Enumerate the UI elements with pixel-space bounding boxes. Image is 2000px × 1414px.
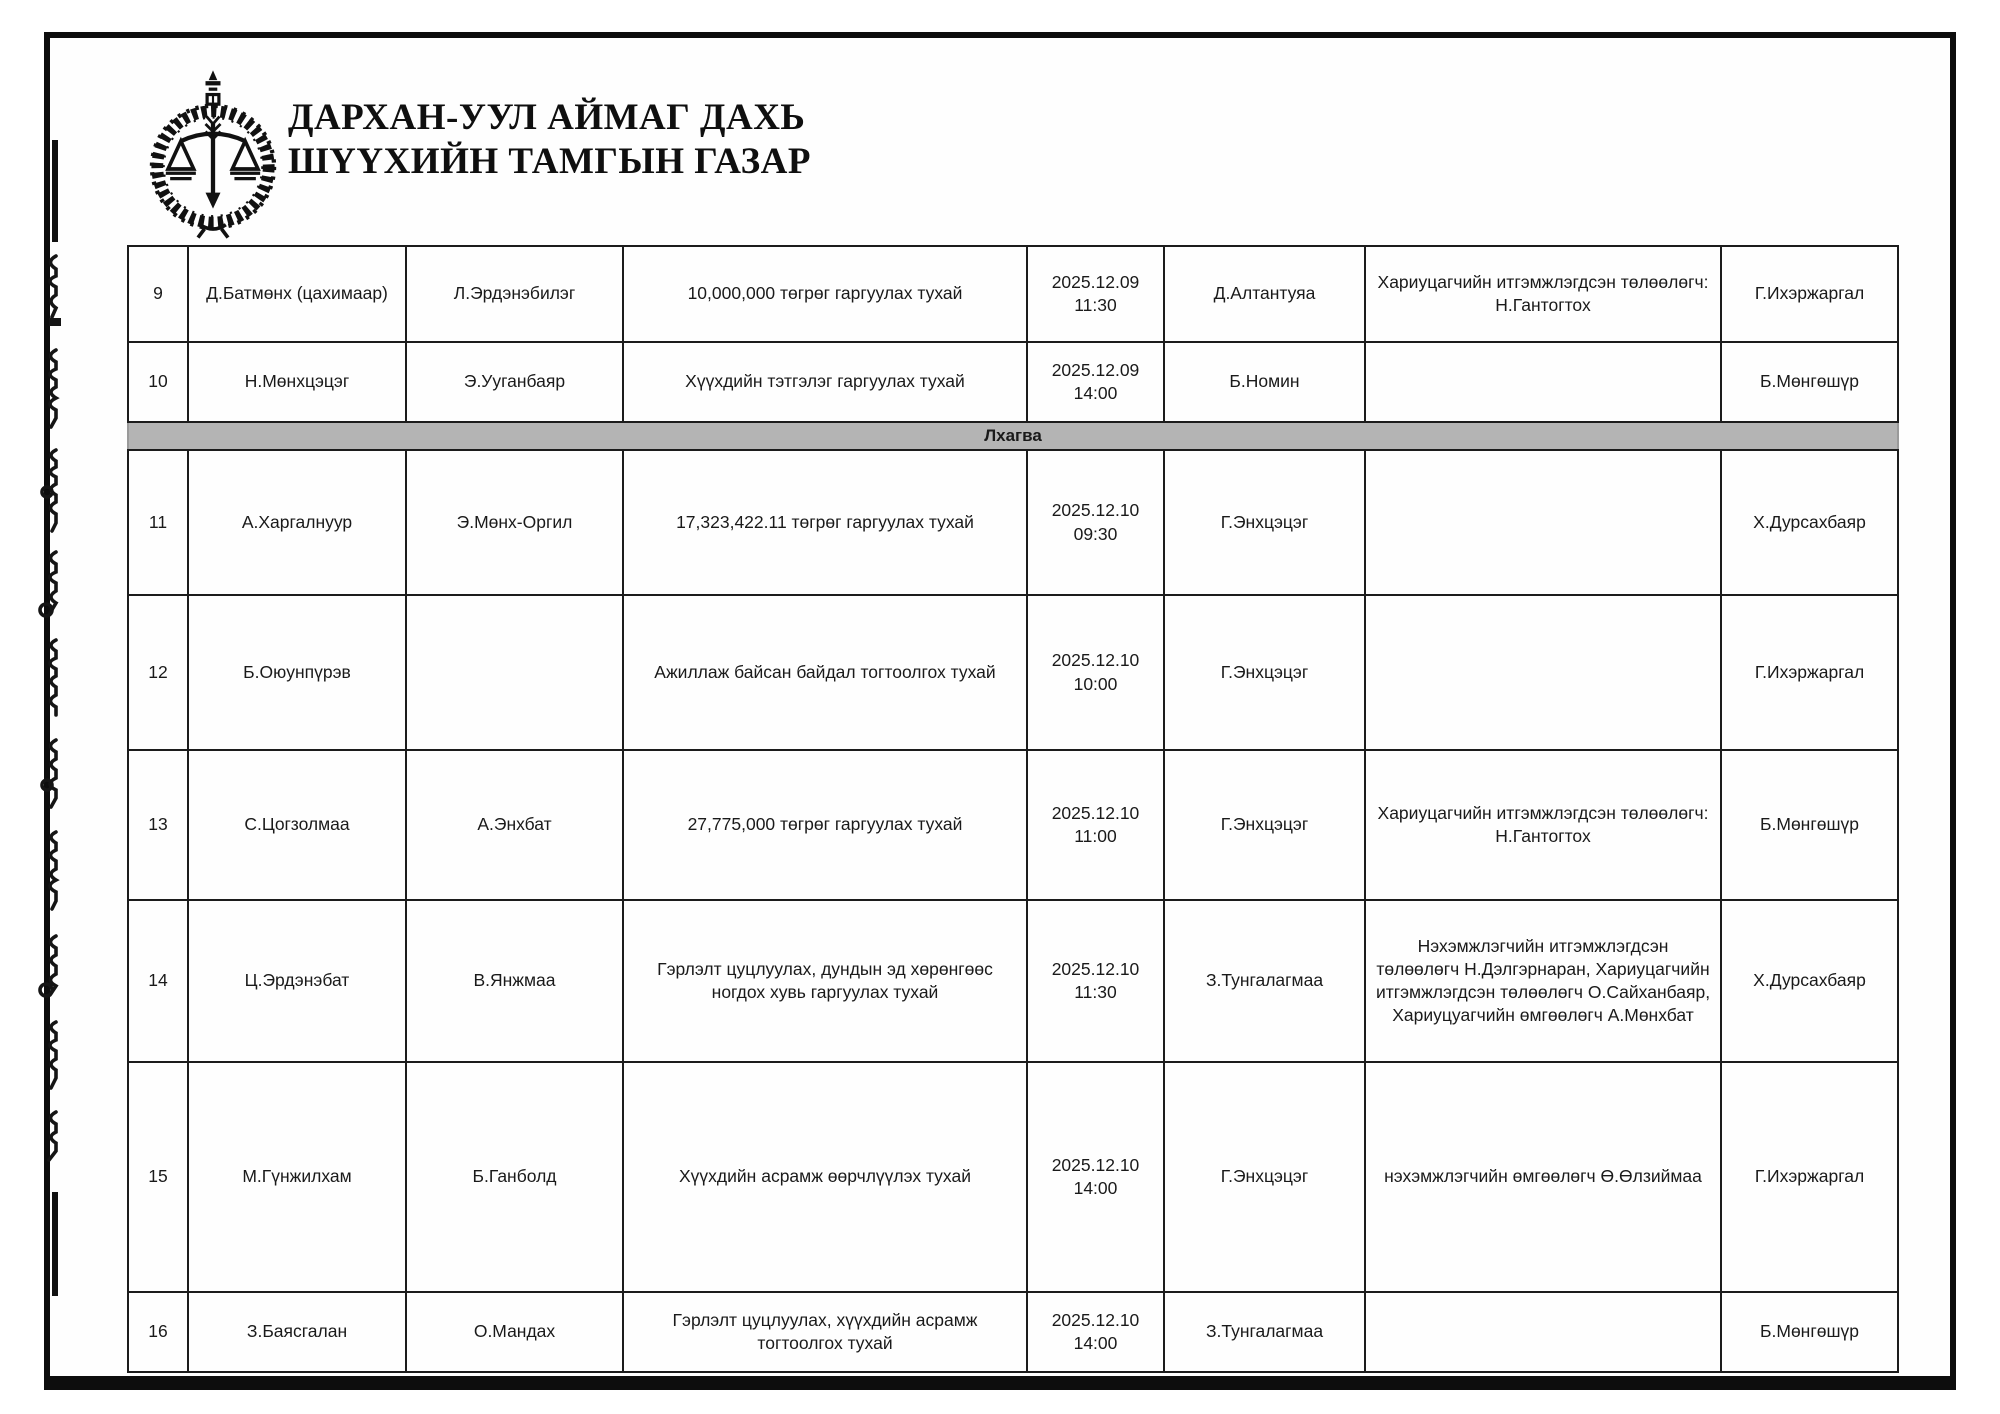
org-name-line1: ДАРХАН-УУЛ АЙМАГ ДАХЬ [288,97,806,138]
day-banner-row [128,422,1898,450]
table-row [128,1292,1898,1372]
cell-judge: Д.Алтантуяа [1164,246,1365,342]
cell-secretary: Б.Мөнгөшүр [1721,1292,1898,1372]
table-row [128,1062,1898,1292]
table-row [128,246,1898,342]
cell-secretary: Г.Ихэржаргал [1721,246,1898,342]
cell-subject: 10,000,000 төгрөг гаргуулах тухай [623,246,1027,342]
cell-judge: Г.Энхцэцэг [1164,450,1365,595]
day-banner-label: Лхагва [128,422,1898,450]
case-table-body [128,246,1898,1372]
hearing-schedule-table [127,245,1899,1373]
table-row [128,900,1898,1062]
cell-datetime: 2025.12.10 09:30 [1027,450,1164,595]
cell-plaintiff: С.Цогзолмаа [188,750,406,900]
mongolian-script-glyphs [32,140,78,1310]
cell-secretary: Г.Ихэржаргал [1721,1062,1898,1292]
cell-plaintiff: М.Гүнжилхам [188,1062,406,1292]
cell-datetime: 2025.12.10 11:00 [1027,750,1164,900]
cell-defendant: Э.Ууганбаяр [406,342,623,422]
cell-no: 13 [128,750,188,900]
cell-representatives [1365,450,1721,595]
cell-subject: Хүүхдийн тэтгэлэг гаргуулах тухай [623,342,1027,422]
cell-representatives: Нэхэмжлэгчийн итгэмжлэгдсэн төлөөлөгч Н.Дэлгэрнаран, Хариуцагчийн итгэмжлэгдсэн төлөөлөгч О.Сайханбаяр, Хариуцуагчийн өмгөөлөгч А.Мөнхбат [1365,900,1721,1062]
cell-plaintiff: Н.Мөнхцэцэг [188,342,406,422]
cell-representatives: Хариуцагчийн итгэмжлэгдсэн төлөөлөгч: Н.Гантогтох [1365,246,1721,342]
cell-judge: З.Тунгалагмаа [1164,1292,1365,1372]
table-row [128,595,1898,750]
org-name [288,96,1048,183]
cell-plaintiff: Ц.Эрдэнэбат [188,900,406,1062]
cell-datetime: 2025.12.10 14:00 [1027,1292,1164,1372]
cell-subject: 17,323,422.11 төгрөг гаргуулах тухай [623,450,1027,595]
cell-no: 11 [128,450,188,595]
cell-no: 15 [128,1062,188,1292]
cell-secretary: Б.Мөнгөшүр [1721,750,1898,900]
cell-defendant: Б.Ганболд [406,1062,623,1292]
cell-plaintiff: З.Баясгалан [188,1292,406,1372]
cell-datetime: 2025.12.10 14:00 [1027,1062,1164,1292]
cell-subject: Ажиллаж байсан байдал тогтоолгох тухай [623,595,1027,750]
cell-representatives: нэхэмжлэгчийн өмгөөлөгч Ө.Өлзиймаа [1365,1062,1721,1292]
mongolian-script-side-text [32,140,78,1310]
cell-no: 10 [128,342,188,422]
org-name-line2: ШҮҮХИЙН ТАМГЫН ГАЗАР [288,140,811,182]
cell-no: 14 [128,900,188,1062]
cell-secretary: Х.Дурсахбаяр [1721,900,1898,1062]
cell-representatives [1365,595,1721,750]
cell-secretary: Б.Мөнгөшүр [1721,342,1898,422]
cell-subject: Гэрлэлт цуцлуулах, хүүхдийн асрамж тогтоолгох тухай [623,1292,1027,1372]
cell-judge: З.Тунгалагмаа [1164,900,1365,1062]
cell-defendant: А.Энхбат [406,750,623,900]
cell-representatives [1365,1292,1721,1372]
cell-datetime: 2025.12.09 14:00 [1027,342,1164,422]
cell-datetime: 2025.12.10 10:00 [1027,595,1164,750]
cell-judge: Г.Энхцэцэг [1164,595,1365,750]
cell-subject: Хүүхдийн асрамж өөрчлүүлэх тухай [623,1062,1027,1292]
cell-defendant: Л.Эрдэнэбилэг [406,246,623,342]
cell-subject: 27,775,000 төгрөг гаргуулах тухай [623,750,1027,900]
cell-no: 16 [128,1292,188,1372]
cell-datetime: 2025.12.10 11:30 [1027,900,1164,1062]
cell-plaintiff: Б.Оюунпүрэв [188,595,406,750]
cell-judge: Г.Энхцэцэг [1164,1062,1365,1292]
cell-defendant: В.Янжмаа [406,900,623,1062]
cell-secretary: Х.Дурсахбаяр [1721,450,1898,595]
court-logo [138,68,288,245]
cell-secretary: Г.Ихэржаргал [1721,595,1898,750]
table-row [128,342,1898,422]
cell-defendant: Э.Мөнх-Оргил [406,450,623,595]
cell-no: 9 [128,246,188,342]
cell-plaintiff: А.Харгалнуур [188,450,406,595]
table-row [128,450,1898,595]
cell-defendant: О.Мандах [406,1292,623,1372]
cell-representatives: Хариуцагчийн итгэмжлэгдсэн төлөөлөгч: Н.Гантогтох [1365,750,1721,900]
cell-datetime: 2025.12.09 11:30 [1027,246,1164,342]
cell-plaintiff: Д.Батмөнх (цахимаар) [188,246,406,342]
cell-subject: Гэрлэлт цуцлуулах, дундын эд хөрөнгөөс ногдох хувь гаргуулах тухай [623,900,1027,1062]
cell-judge: Б.Номин [1164,342,1365,422]
cell-no: 12 [128,595,188,750]
scales-of-justice-wreath-icon [138,68,288,240]
cell-representatives [1365,342,1721,422]
table-row [128,750,1898,900]
cell-defendant [406,595,623,750]
cell-judge: Г.Энхцэцэг [1164,750,1365,900]
